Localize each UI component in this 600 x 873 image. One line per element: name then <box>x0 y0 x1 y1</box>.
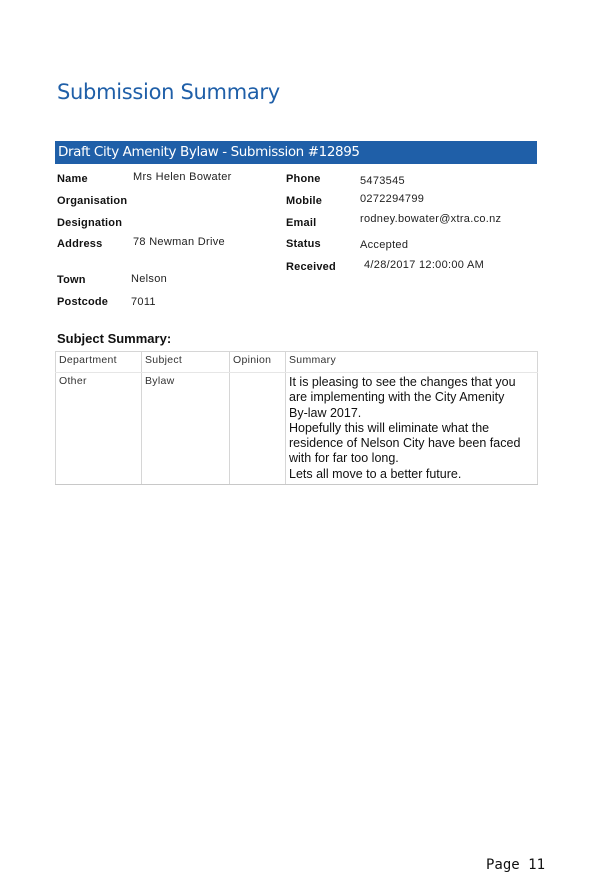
email-value: rodney.bowater@xtra.co.nz <box>360 213 502 225</box>
summary-line: By-law 2017. <box>289 405 362 420</box>
phone-label: Phone <box>286 173 321 185</box>
town-value: Nelson <box>131 273 168 285</box>
email-label: Email <box>286 217 317 229</box>
summary-line: Hopefully this will eliminate what the <box>289 420 490 435</box>
name-label: Name <box>57 173 88 185</box>
column-header-summary: Summary <box>286 352 538 373</box>
page-number: Page 11 <box>486 857 546 873</box>
page-title: Submission Summary <box>57 80 280 104</box>
summary-line: It is pleasing to see the changes that you <box>289 375 516 389</box>
column-header-department: Department <box>56 352 142 373</box>
column-header-subject: Subject <box>142 352 230 373</box>
summary-line: residence of Nelson City have been faced <box>289 436 521 451</box>
department-cell: Other <box>56 373 142 485</box>
mobile-value: 0272294799 <box>360 193 425 205</box>
town-label: Town <box>57 274 86 286</box>
summary-line: Lets all move to a better future. <box>289 466 462 481</box>
subject-summary-table <box>55 351 538 485</box>
status-value: Accepted <box>360 239 409 251</box>
address-value: 78 Newman Drive <box>133 236 225 248</box>
phone-value: 5473545 <box>360 175 405 187</box>
subject-cell: Bylaw <box>142 373 230 485</box>
postcode-label: Postcode <box>57 296 109 308</box>
mobile-label: Mobile <box>286 195 323 207</box>
table-row <box>56 373 538 485</box>
subject-summary-heading: Subject Summary: <box>57 331 172 346</box>
address-label: Address <box>57 238 103 250</box>
received-value: 4/28/2017 12:00:00 AM <box>364 259 485 271</box>
summary-line: with for far too long. <box>289 451 399 466</box>
table-header-row <box>56 352 538 373</box>
opinion-cell <box>230 373 286 485</box>
name-value: Mrs Helen Bowater <box>133 171 232 183</box>
column-header-opinion: Opinion <box>230 352 286 373</box>
submission-banner: Draft City Amenity Bylaw - Submission #12895 <box>55 141 537 164</box>
status-label: Status <box>286 238 321 250</box>
organisation-label: Organisation <box>57 195 128 207</box>
received-label: Received <box>286 261 336 273</box>
summary-cell <box>286 373 538 485</box>
designation-label: Designation <box>57 217 123 229</box>
postcode-value: 7011 <box>131 296 156 308</box>
summary-line: are implementing with the City Amenity <box>289 390 505 405</box>
